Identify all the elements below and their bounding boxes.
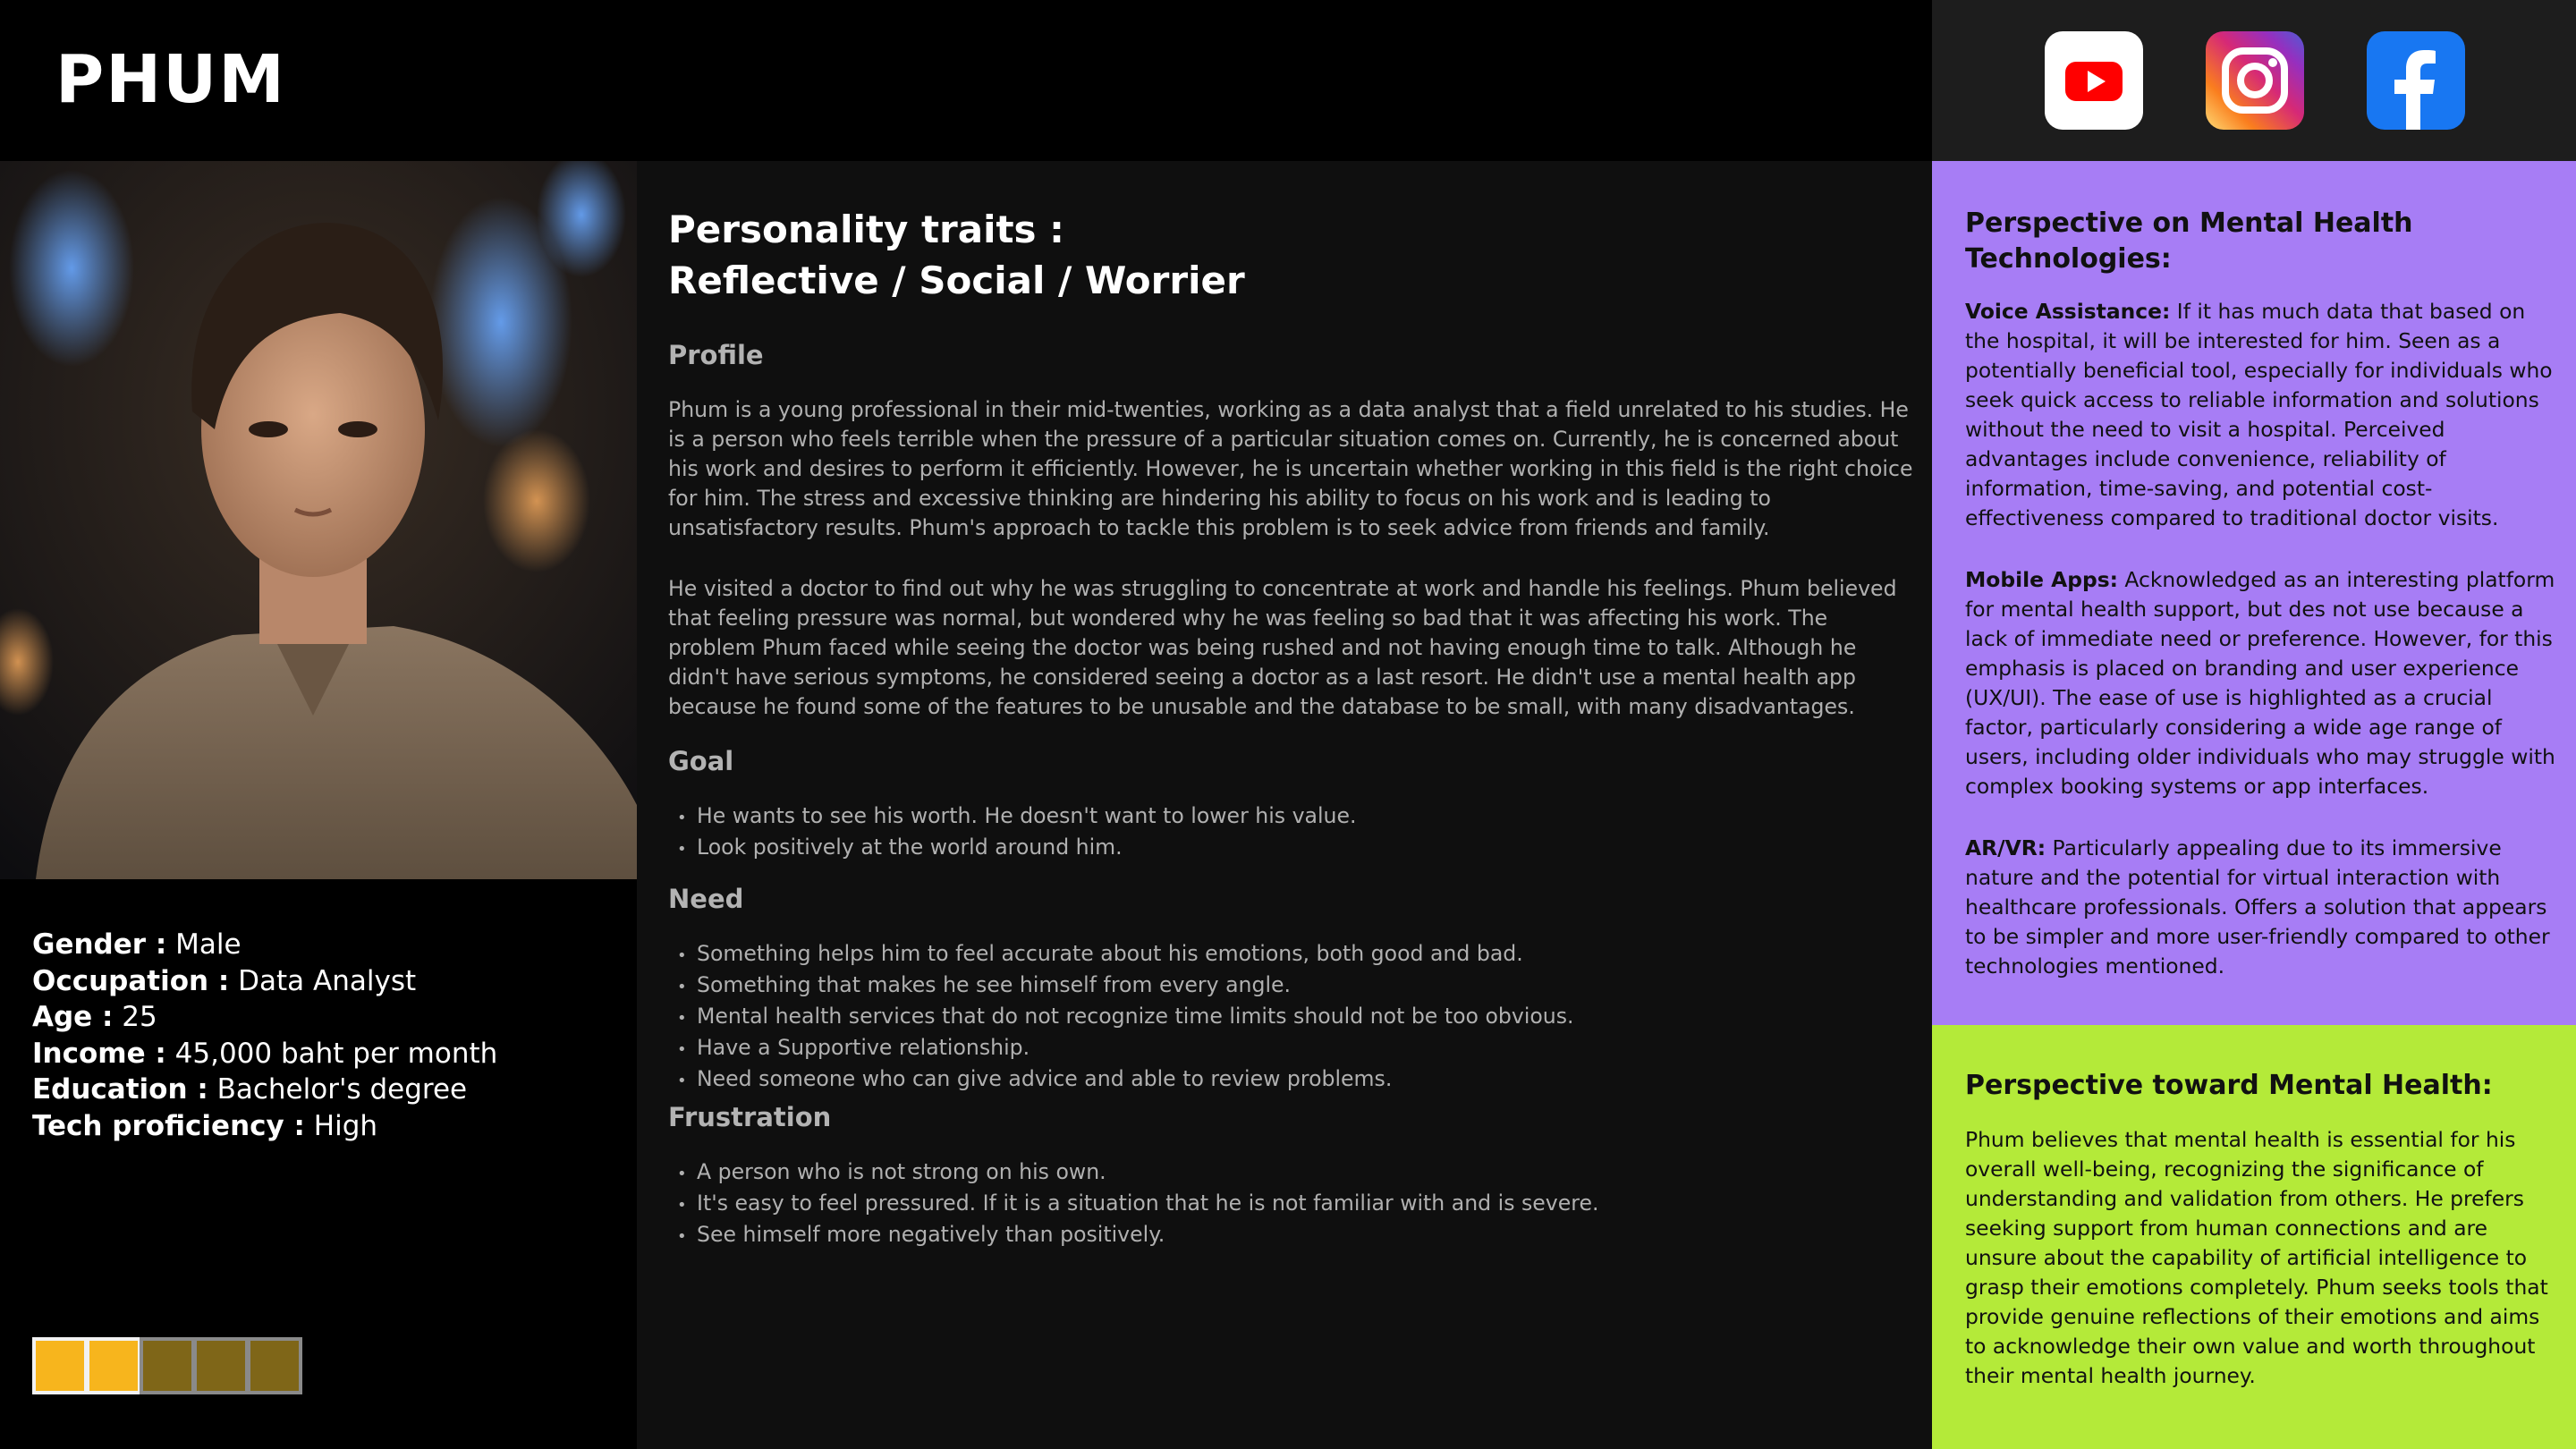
persona-photo [0, 161, 637, 879]
frustration-list [677, 1157, 1598, 1251]
ar-vr-text: AR/VR: Particularly appealing due to its immersive nature and the potential for virtual interaction with healthcare professionals. Offers a solution that appears to be simpler and more user-friendly compared to other technologies mentioned. [1965, 835, 2550, 979]
profile-heading: Profile [668, 340, 764, 370]
youtube-icon[interactable] [2045, 31, 2143, 130]
profile-paragraph-1: Phum is a young professional in their mid-twenties, working as a data analyst that a field unrelated to his studies. He is a person who feels terrible when the pressure of a particular situation comes on. Currently, he is concerned about his work and desires to perform it efficiently. However, he is uncertain whether working in this field is the right choice for him. The stress and excessive thinking are hindering his ability to focus on his work and is leading to unsatisfactory results. Phum's approach to tackle this problem is to seek advice from friends and family. [668, 397, 1913, 540]
tech-perspective-panel [1932, 161, 2576, 1025]
goal-list [677, 801, 1357, 864]
list-item: • Look positively at the world around him. [677, 833, 1357, 864]
list-item: • He wants to see his worth. He doesn't want to lower his value. [677, 801, 1357, 833]
mental-health-perspective-panel [1932, 1025, 2576, 1449]
rating-segment [86, 1337, 141, 1394]
list-item: • Something helps him to feel accurate about his emotions, both good and bad. [677, 939, 1574, 970]
list-item: • Have a Supportive relationship. [677, 1033, 1574, 1064]
voice-assistance-text: Voice Assistance: If it has much data that based on the hospital, it will be interested for him. Seen as a potentially beneficial tool, especially for individuals who seek quick access to reliable information and solutions without the need to visit a hospital. Perceived advantages include convenience, reliability of information, time-saving, and potential cost-effectiveness compared to traditional doctor visits. [1965, 299, 2553, 530]
list-item: • See himself more negatively than positively. [677, 1220, 1598, 1251]
instagram-icon[interactable] [2206, 31, 2304, 130]
demographic-gender: Gender : Male [32, 928, 242, 961]
list-item: • Mental health services that do not recognize time limits should not be too obvious. [677, 1002, 1574, 1033]
main-content [637, 161, 1932, 1449]
goal-heading: Goal [668, 746, 734, 776]
demographics-panel [0, 879, 637, 1449]
mobile-apps-text: Mobile Apps: Acknowledged as an interesting platform for mental health support, but des not use because a lack of immediate need or preference. However, for this emphasis is placed on branding and user experience (UX/UI). The ease of use is highlighted as a crucial factor, particularly considering a wide age range of users, including older individuals who may struggle with complex booking systems or app interfaces. [1965, 567, 2555, 799]
rating-segment [193, 1337, 249, 1394]
tech-proficiency-rating [32, 1337, 301, 1394]
frustration-heading: Frustration [668, 1102, 832, 1132]
demographic-income: Income : 45,000 baht per month [32, 1037, 498, 1070]
need-list [677, 939, 1574, 1096]
need-heading: Need [668, 884, 744, 914]
rating-segment [32, 1337, 88, 1394]
profile-paragraph-2: He visited a doctor to find out why he was struggling to concentrate at work and handle his feelings. Phum believed that feeling pressure was normal, but wondered why he was feeling so bad that it was affecting his work. The problem Phum faced while seeing the doctor was being rushed and not having enough time to talk. Although he didn't have serious symptoms, he considered seeing a doctor as a last resort. He didn't use a mental health app because he found some of the features to be unusable and the database to be small, with many disadvantages. [668, 576, 1897, 719]
tech-perspective-heading: Perspective on Mental Health Technologies: [1965, 208, 2413, 275]
personality-traits: Personality traits : Reflective / Social / Worrier [668, 208, 1245, 302]
rating-segment [140, 1337, 195, 1394]
demographic-occupation: Occupation : Data Analyst [32, 964, 417, 997]
demographic-education: Education : Bachelor's degree [32, 1073, 468, 1106]
list-item: • Need someone who can give advice and able to review problems. [677, 1064, 1574, 1096]
mental-health-heading: Perspective toward Mental Health: [1965, 1070, 2493, 1101]
demographic-age: Age : 25 [32, 1001, 157, 1033]
rating-segment [247, 1337, 302, 1394]
facebook-icon[interactable] [2367, 31, 2465, 130]
mental-health-text: Phum believes that mental health is essential for his overall well-being, recognizing the significance of understanding and validation from others. He prefers seeking support from human connections and are unsure about the capability of artificial intelligence to grasp their emotions completely. Phum seeks tools that provide genuine reflections of their emotions and aims to acknowledge their own value and worth throughout their mental health journey. [1965, 1127, 2548, 1388]
list-item: • A person who is not strong on his own. [677, 1157, 1598, 1189]
list-item: • It's easy to feel pressured. If it is a situation that he is not familiar with and is severe. [677, 1189, 1598, 1220]
header-bar [0, 0, 1932, 161]
persona-name: PHUM [55, 41, 286, 118]
demographic-tech-proficiency: Tech proficiency : High [32, 1109, 378, 1142]
list-item: • Something that makes he see himself from every angle. [677, 970, 1574, 1002]
